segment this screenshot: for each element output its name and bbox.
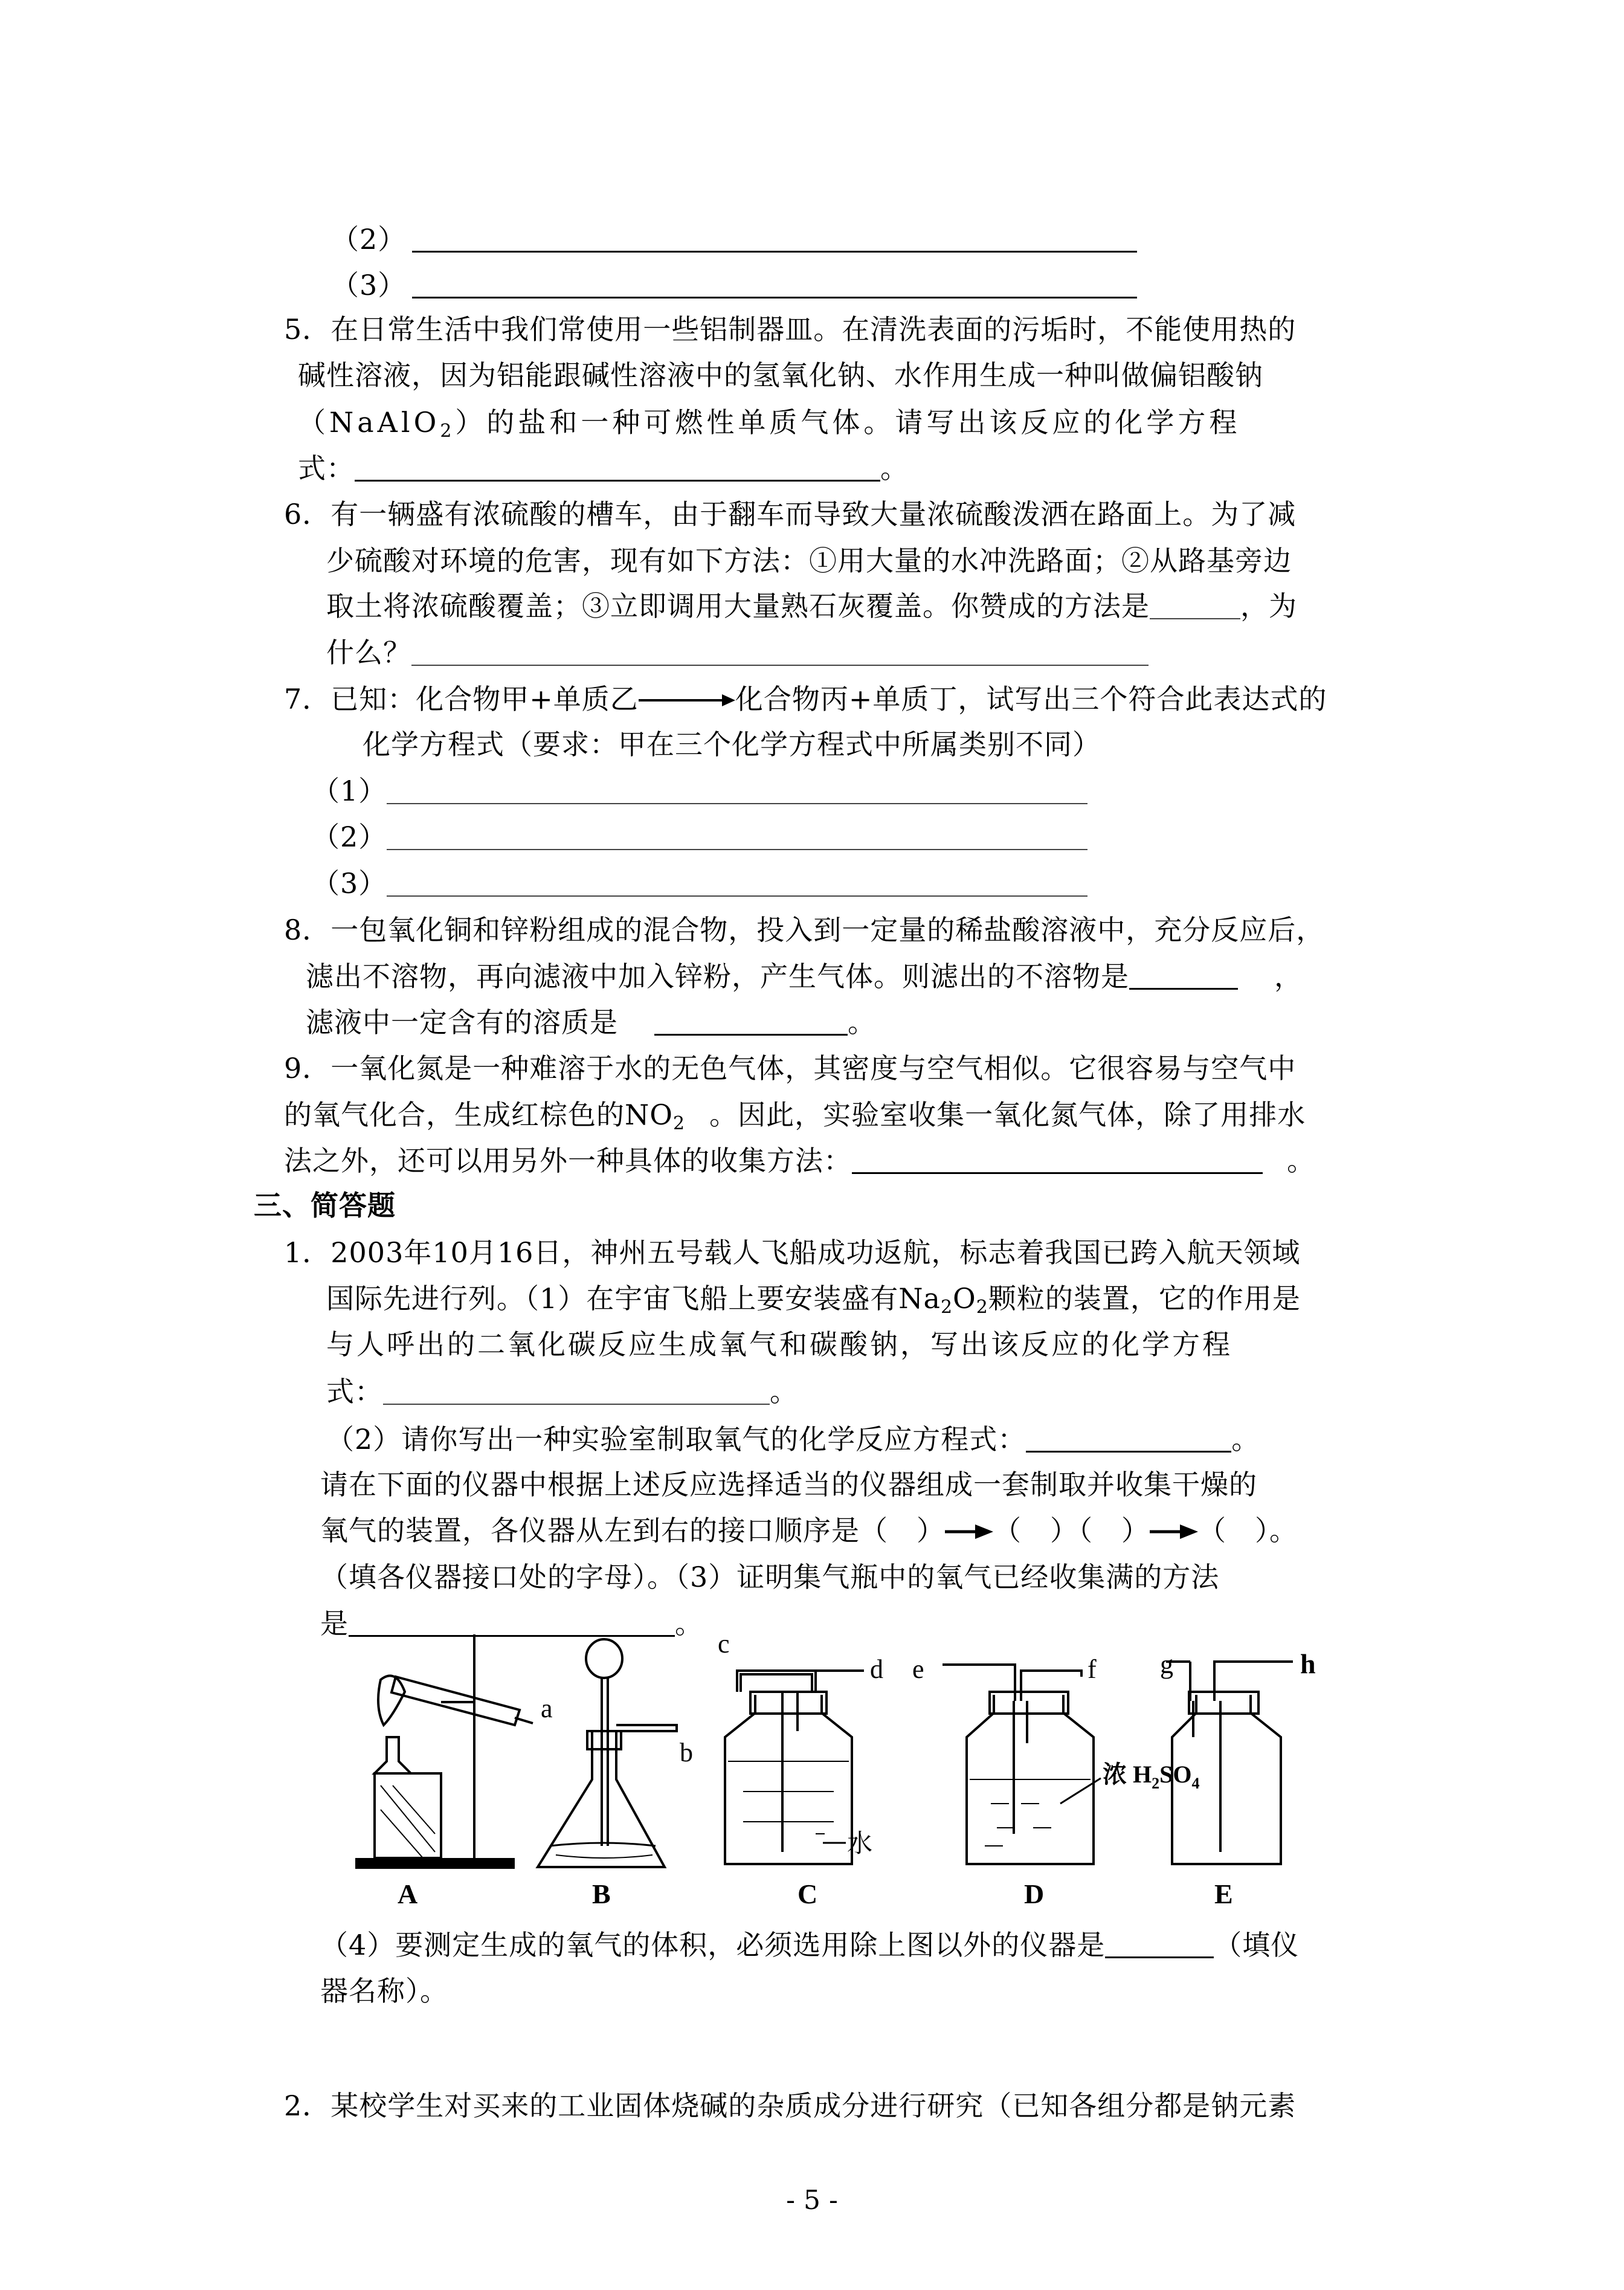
answer-blank[interactable] (383, 1379, 770, 1405)
q9-line1 (284, 1047, 1296, 1089)
text: （4）要测定生成的氧气的体积，必须选用除上图以外的仪器是 (320, 1929, 1106, 1961)
text: 氧气的装置，各仪器从左到右的接口顺序是（ ） (320, 1514, 945, 1547)
text: 法之外，还可以用另外一种具体的收集方法： (284, 1144, 852, 1177)
text: （ ）。 (1198, 1514, 1298, 1547)
flame (378, 1676, 405, 1725)
answer-blank[interactable] (349, 1611, 675, 1637)
text: 。因此，实验室收集一氧化氮气体，除了用排水 (709, 1098, 1306, 1131)
s3-q1-line3 (326, 1323, 1232, 1366)
text: 取土将浓硫酸覆盖；③立即调用大量熟石灰覆盖。你赞成的方法是 (326, 590, 1150, 622)
q7-sub3 (312, 862, 1088, 905)
text: 器名称）。 (320, 1975, 448, 2007)
text: 国际先进行列。（1）在宇宙飞船上要安装盛有Na (326, 1282, 941, 1315)
tube-outlet (515, 1718, 533, 1723)
answer-blank[interactable] (1129, 964, 1238, 990)
text: （2） (312, 821, 387, 853)
arrow-icon (1150, 1520, 1198, 1544)
text: 颗粒的装置，它的作用是 (988, 1282, 1301, 1315)
port-label-c: c (718, 1634, 730, 1659)
s3-q1-line4 (326, 1370, 798, 1413)
text: 1．2003年10月16日，神州五号载人飞船成功返航，标志着我国已跨入航天领域 (284, 1236, 1301, 1269)
text: 。 (1231, 1423, 1260, 1456)
text: 化合物丙+单质丁，试写出三个符合此表达式的 (735, 683, 1327, 715)
s3-q1-line2 (326, 1277, 1301, 1320)
text: O (953, 1282, 976, 1315)
subscript: 2 (976, 1297, 988, 1318)
answer-blank[interactable] (387, 825, 1088, 850)
page-number: - 5 - (786, 2185, 838, 2216)
arrow-icon (945, 1520, 993, 1544)
answer-blank[interactable] (387, 779, 1088, 804)
q5-line1 (284, 308, 1296, 350)
q8-line1 (284, 909, 1324, 951)
q9-line3 (284, 1140, 1315, 1182)
port-label-g: g (1160, 1650, 1173, 1679)
port-label-h: h (1300, 1648, 1316, 1679)
port-label-b: b (680, 1738, 693, 1767)
text: 。 (770, 1375, 798, 1408)
apparatus-label-a: A (398, 1879, 418, 1909)
text: ， (1274, 960, 1303, 993)
q5-line4 (298, 447, 909, 489)
answer-blank[interactable] (387, 871, 1088, 897)
q7-sub1 (312, 770, 1088, 812)
q6-line1 (284, 493, 1296, 535)
s3-q1-line10 (320, 1924, 1299, 1966)
text: 滤出不溶物，再向滤液中加入锌粉，产生气体。则滤出的不溶物是 (306, 960, 1129, 993)
text: 三、简答题 (254, 1189, 396, 1222)
text: 少硫酸对环境的危害，现有如下方法：①用大量的水冲洗路面；②从路基旁边 (326, 544, 1292, 577)
answer-blank[interactable] (411, 640, 1149, 666)
answer-blank[interactable] (355, 456, 880, 482)
text: 9．一氧化氮是一种难溶于水的无色气体，其密度与空气相似。它很容易与空气中 (284, 1052, 1297, 1085)
answer-blank[interactable] (412, 227, 1137, 253)
thistle-funnel (586, 1639, 622, 1678)
apparatus-label-c: C (798, 1879, 818, 1909)
s3-q1-line8 (320, 1556, 1219, 1598)
text: 与人呼出的二氧化碳反应生成氧气和碳酸钠，写出该反应的化学方程 (326, 1328, 1232, 1361)
text: 。 (848, 1006, 876, 1039)
answer-blank[interactable] (654, 1010, 848, 1036)
text: 请在下面的仪器中根据上述反应选择适当的仪器组成一套制取并收集干燥的 (320, 1468, 1257, 1501)
text: 2．某校学生对买来的工业固体烧碱的杂质成分进行研究（已知各组分都是钠元素 (284, 2089, 1297, 2122)
text: 碱性溶液，因为铝能跟碱性溶液中的氢氧化钠、水作用生成一种叫做偏铝酸钠 (298, 359, 1263, 392)
flask-outlet (616, 1725, 677, 1731)
text: 式： (298, 452, 355, 485)
lamp-block (375, 1773, 441, 1858)
text: （3） (312, 867, 387, 900)
bottle-d-inlet (942, 1665, 1015, 1701)
q5-line2 (298, 354, 1263, 396)
text: （NaAlO (298, 406, 440, 439)
text: （ ）（ ） (993, 1514, 1150, 1547)
text: 滤液中一定含有的溶质是 (306, 1006, 618, 1039)
answer-blank[interactable] (412, 273, 1137, 298)
section-heading (254, 1184, 396, 1227)
s3-q2-line1 (284, 2085, 1296, 2127)
water-label: 水 (847, 1830, 873, 1858)
text: 8．一包氧化铜和锌粉组成的混合物，投入到一定量的稀盐酸溶液中，充分反应后， (284, 914, 1325, 946)
q6-line3 (326, 585, 1297, 627)
text: （填仪 (1214, 1929, 1300, 1961)
q6-line2 (326, 540, 1292, 582)
q4-sub2-line (331, 218, 1137, 260)
q8-line3 (306, 1001, 876, 1043)
q9-line2 (284, 1094, 1306, 1136)
port-label-d: d (870, 1654, 883, 1684)
port-label-f: f (1088, 1654, 1097, 1684)
subscript: 2 (940, 1297, 953, 1318)
text: （3） (331, 269, 407, 302)
answer-blank[interactable] (852, 1148, 1263, 1174)
stand-base (356, 1859, 514, 1868)
text: 6．有一辆盛有浓硫酸的槽车，由于翻车而导致大量浓硫酸泼洒在路面上。为了减 (284, 498, 1297, 531)
text: 什么？ (326, 636, 411, 669)
acid-label: 浓 $H_2SO_4$ (1103, 1761, 1200, 1792)
text: 式： (326, 1375, 383, 1408)
text: 是 (320, 1607, 349, 1640)
q4-sub3-line (331, 264, 1137, 306)
s3-q1-line7 (320, 1509, 1298, 1552)
q7-line2 (362, 723, 1101, 766)
apparatus-label-e: E (1214, 1879, 1233, 1909)
text: 化学方程式（要求：甲在三个化学方程式中所属类别不同） (362, 728, 1101, 761)
s3-q1-line1 (284, 1231, 1300, 1274)
q7-sub2 (312, 816, 1088, 858)
answer-blank[interactable] (1150, 594, 1240, 619)
bottle-e-outlet (1214, 1662, 1293, 1701)
subscript: 2 (672, 1113, 686, 1134)
s3-q1-line11 (320, 1970, 448, 2012)
bottle-c (725, 1695, 852, 1864)
bottle-e-stopper (1189, 1692, 1258, 1714)
text: （填各仪器接口处的字母）。（3）证明集气瓶中的氧气已经收集满的方法 (320, 1561, 1220, 1593)
text: 5．在日常生活中我们常使用一些铝制器皿。在清洗表面的污垢时，不能使用热的 (284, 313, 1297, 346)
apparatus-label-d: D (1024, 1879, 1045, 1909)
port-label-e: e (912, 1654, 924, 1684)
lamp-wick (375, 1737, 411, 1773)
answer-blank[interactable] (1026, 1427, 1231, 1453)
apparatus-label-b: B (592, 1879, 611, 1909)
text: （1） (312, 775, 387, 807)
q5-line3 (298, 401, 1240, 443)
apparatus-figure (338, 1634, 1365, 1912)
text: （2） (331, 223, 407, 256)
q7-line1 (284, 678, 1327, 720)
text: ，为 (1240, 590, 1297, 622)
port-label-a: a (541, 1694, 553, 1723)
bottle-d-stopper (990, 1692, 1068, 1714)
q8-line2 (306, 955, 1303, 998)
text: （2）请你写出一种实验室制取氧气的化学反应方程式： (326, 1423, 1026, 1456)
q6-line4 (326, 631, 1149, 674)
answer-blank[interactable] (1105, 1932, 1214, 1958)
bottle-c-stopper (750, 1692, 826, 1714)
text: 。 (1287, 1144, 1315, 1177)
text: 7．已知：化合物甲+单质乙 (284, 683, 639, 715)
subscript: 2 (440, 421, 456, 442)
text: 的氧气化合，生成红棕色的NO (284, 1098, 673, 1131)
reaction-arrow-icon (639, 688, 735, 712)
text: 。 (675, 1607, 703, 1640)
text: 。 (880, 452, 909, 485)
s3-q1-line5 (326, 1418, 1260, 1460)
text: ）的盐和一种可燃性单质气体。请写出该反应的化学方程 (455, 406, 1241, 439)
s3-q1-line6 (320, 1463, 1257, 1506)
